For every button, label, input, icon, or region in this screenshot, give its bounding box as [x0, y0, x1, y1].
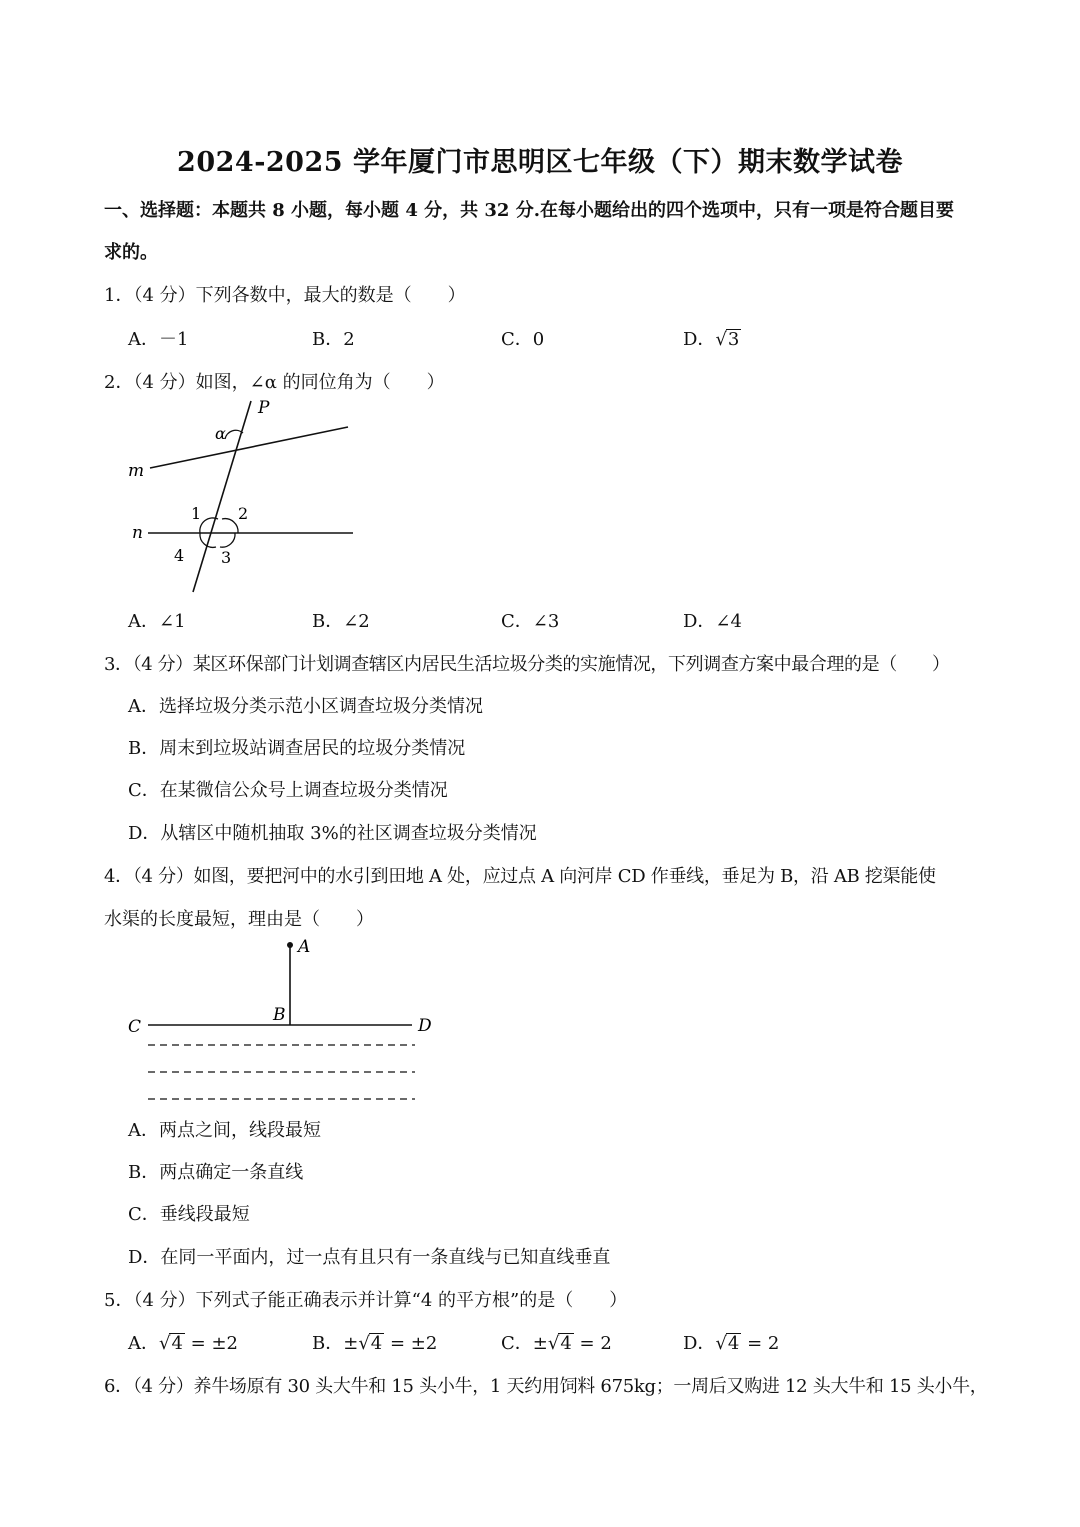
exam-title: 2024-2025 学年厦门市思明区七年级（下）期末数学试卷	[177, 147, 903, 178]
question-5-stem: 5．（4 分）下列式子能正确表示并计算“4 的平方根”的是（ ）	[104, 1290, 628, 1311]
question-2-stem: 2．（4 分）如图，∠α 的同位角为（ ）	[104, 372, 445, 393]
label-d: D	[418, 1016, 432, 1036]
question-1-option-d	[683, 325, 741, 351]
question-4-option-d: D．在同一平面内，过一点有且只有一条直线与已知直线垂直	[128, 1247, 611, 1268]
section-heading-line1: 一、选择题：本题共 8 小题，每小题 4 分，共 32 分.在每小题给出的四个选项中，只有一项是符合题目要	[104, 200, 954, 221]
angle-2-arc	[222, 519, 238, 533]
parallel-lines-figure	[120, 395, 370, 600]
question-1-option-c: C．0	[501, 329, 545, 350]
question-3-stem: 3．（4 分）某区环保部门计划调查辖区内居民生活垃圾分类的实施情况，下列调查方案中最合理的是（ ）	[104, 654, 950, 675]
line-m	[150, 427, 348, 468]
question-4-option-a: A．两点之间，线段最短	[128, 1120, 321, 1141]
sqrt-sign: √	[715, 329, 727, 350]
label-p: P	[258, 398, 270, 418]
question-3-option-b: B．周末到垃圾站调查居民的垃圾分类情况	[128, 738, 466, 759]
question-5-option-a: A．√4 = ±2	[128, 1333, 238, 1354]
label-angle-4: 4	[174, 546, 185, 565]
question-2-option-b: B．∠2	[312, 611, 370, 632]
label-angle-2: 2	[238, 504, 249, 523]
point-a	[287, 942, 293, 948]
question-4-stem-line1: 4．（4 分）如图，要把河中的水引到田地 A 处，应过点 A 向河岸 CD 作垂线，垂足为 B，沿 AB 挖渠能使	[104, 866, 936, 887]
question-5-option-c: C．±√4 = 2	[501, 1333, 612, 1354]
question-6-stem: 6．（4 分）养牛场原有 30 头大牛和 15 头小牛，1 天约用饲料 675kg；一周后又购进 12 头大牛和 15 头小牛，	[104, 1376, 988, 1397]
question-3-option-d: D．从辖区中随机抽取 3%的社区调查垃圾分类情况	[128, 823, 537, 844]
label-b: B	[273, 1005, 286, 1025]
question-3-option-c: C．在某微信公众号上调查垃圾分类情况	[128, 780, 448, 801]
question-1-option-a: A．－1	[128, 329, 189, 350]
question-5-option-b: B．±√4 = ±2	[312, 1333, 438, 1354]
question-4-stem-line2: 水渠的长度最短，理由是（ ）	[104, 909, 374, 930]
question-2-option-d: D．∠4	[683, 611, 742, 632]
label-alpha: α	[215, 424, 226, 443]
label-c: C	[128, 1017, 142, 1037]
river-canal-figure	[120, 932, 440, 1107]
option-d-label: D．	[683, 329, 716, 350]
question-4-option-b: B．两点确定一条直线	[128, 1162, 304, 1183]
question-5-option-d: D．√4 = 2	[683, 1333, 780, 1354]
question-1-option-b: B．2	[312, 329, 355, 350]
question-3-option-a: A．选择垃圾分类示范小区调查垃圾分类情况	[128, 696, 483, 717]
question-1-stem: 1．（4 分）下列各数中，最大的数是（ ）	[104, 285, 466, 306]
label-a: A	[298, 937, 311, 957]
question-2-option-a: A．∠1	[128, 611, 186, 632]
question-4-option-c: C．垂线段最短	[128, 1204, 250, 1225]
label-n: n	[132, 523, 143, 543]
label-m: m	[128, 461, 145, 481]
sqrt-argument: 3	[727, 329, 740, 350]
label-angle-3: 3	[221, 548, 232, 567]
question-2-option-c: C．∠3	[501, 611, 560, 632]
section-heading-line2: 求的。	[104, 242, 158, 263]
angle-3-arc	[220, 533, 235, 547]
label-angle-1: 1	[191, 504, 202, 523]
